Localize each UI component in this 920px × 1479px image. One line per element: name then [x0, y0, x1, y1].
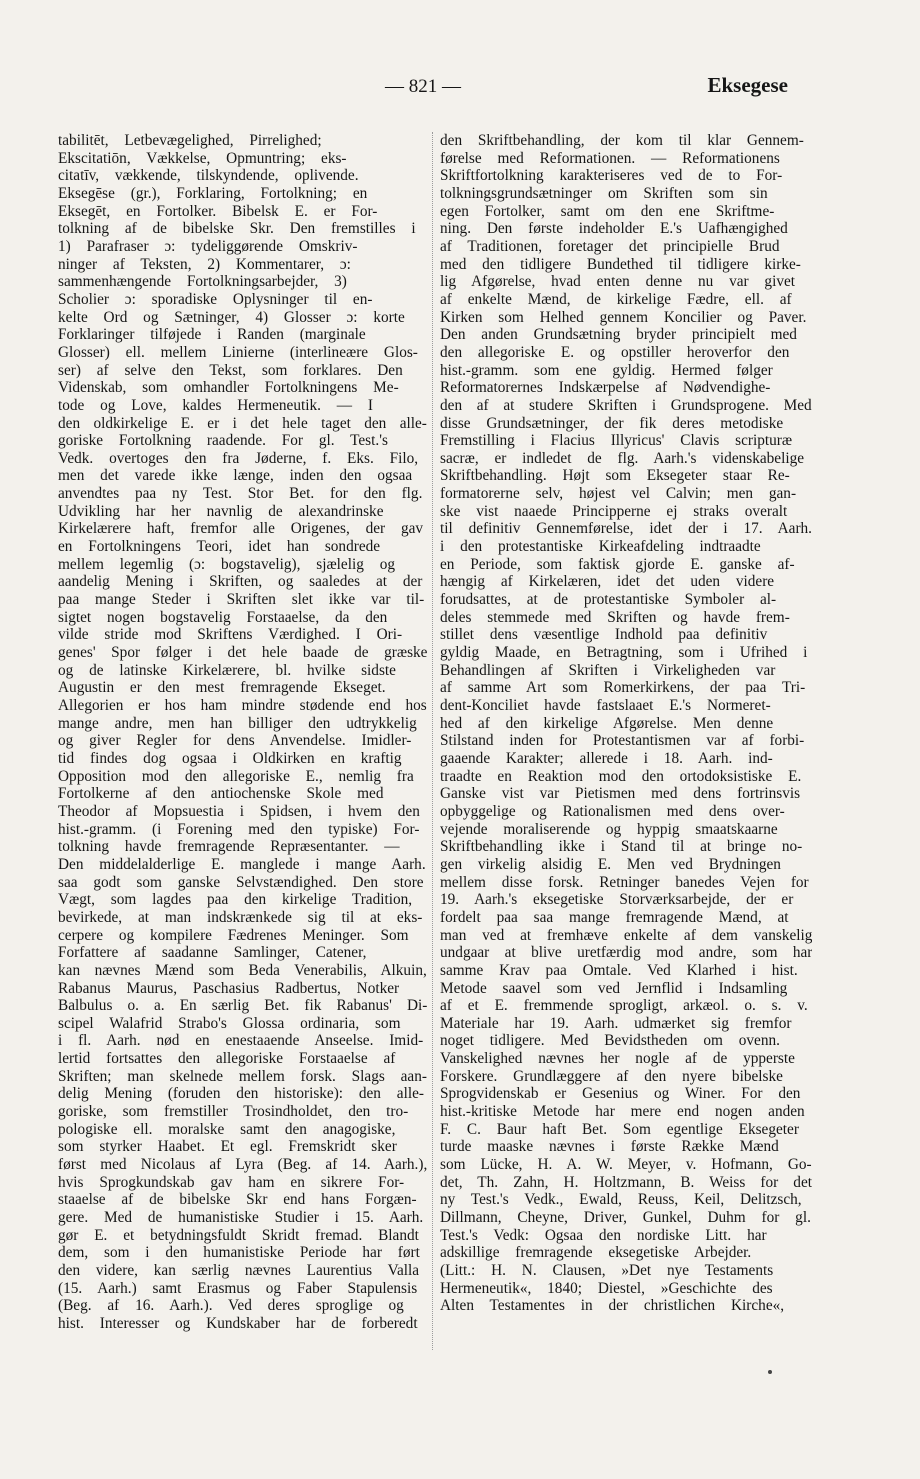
text-line: ny Test.'s Vedk., Ewald, Reuss, Keil, Delitzsch, — [440, 1191, 802, 1209]
text-line: kan nævnes Mænd som Beda Venerabilis, Alkuin, — [58, 961, 427, 979]
text-line: citatīv, vækkende, tilskyndende, oplivende. — [58, 167, 359, 185]
text-line: tode og Love, kaldes Hermeneutik. — I — [58, 396, 373, 414]
text-line: af et E. fremmende sprogligt, arkæol. o. s. v. — [440, 997, 808, 1015]
text-line: goriske, som fremstiller Trosindholdet, den tro- — [58, 1103, 409, 1121]
text-line: tolkning af de bibelske Skr. Den fremstilles i — [58, 220, 416, 238]
text-line: (Litt.: H. N. Clausen, »Det nye Testaments — [440, 1262, 774, 1279]
text-line: med den tidligere Bundethed til tidligere kirke- — [440, 255, 801, 273]
text-line: Rabanus Maurus, Paschasius Radbertus, Notker — [58, 979, 400, 997]
text-line: som Lücke, H. A. W. Meyer, v. Hofmann, Go- — [440, 1156, 812, 1174]
text-line: genes' Spor følger i det hele baade de græske — [58, 644, 427, 662]
text-line: saa godt som ganske Selvstændighed. Den store — [58, 873, 424, 891]
text-line: som styrker Haabet. Et egl. Fremskridt sker — [58, 1138, 397, 1156]
text-line: traadte en Reaktion mod den ortodoksistiske E. — [440, 767, 802, 785]
stray-ink-mark — [768, 1370, 772, 1374]
text-line: gaaende Karakter; allerede i 18. Aarh. ind- — [440, 749, 773, 767]
text-line: Metode saavel som ved Jernflid i Indsamling — [440, 979, 788, 997]
text-line: Allegorien er hos ham mindre stødende end hos — [58, 697, 427, 714]
text-line: Fortolkerne af den antiochenske Skole med — [58, 785, 384, 803]
text-line: til definitiv Gennemførelse, idet der i 17. Aarh. — [440, 520, 812, 538]
text-line: tolkningsgrundsætninger om Skriften som sin — [440, 184, 768, 202]
text-line: turde maaske nævnes i første Række Mænd — [440, 1138, 779, 1156]
page-header — [0, 72, 920, 112]
text-line: Ganske vist var Pietismen med dens fortrinsvis — [440, 785, 801, 803]
text-line: det, Th. Zahn, H. Holtzmann, B. Weiss for det — [440, 1173, 812, 1191]
text-line: hist.-kritiske Metode har mere end nogen anden — [440, 1103, 805, 1121]
text-line: den videre, kan særlig nævnes Laurentius Valla — [58, 1262, 420, 1279]
text-line: man ved at fremhæve enkelte af dem vanskelig — [440, 926, 812, 944]
text-line: Reformatorernes Indskærpelse af Nødvendighe- — [440, 379, 771, 397]
text-line: mellem disse forsk. Retninger banedes Vejen for — [440, 873, 809, 891]
text-line: Udvikling har her navnlig de alexandrinske — [58, 502, 384, 520]
text-line: Glosser) ell. mellem Linierne (interlineære Glos- — [58, 343, 418, 361]
text-line: Kirkelærere haft, fremfor alle Origenes, der gav — [58, 520, 424, 538]
text-line: førelse med Reformationen. — Reformationens — [440, 149, 780, 167]
text-line: forudsattes, at de protestantiske Symboler al- — [440, 591, 777, 609]
text-line: Sprogvidenskab er Gesenius og Winer. For den — [440, 1085, 801, 1103]
text-line: stillet dens væsentlige Indhold paa definitiv — [440, 626, 768, 644]
text-line: Vedk. overtoges den fra Jøderne, f. Eks. Filo, — [58, 449, 419, 467]
text-line: ske vist naaede Principperne ej straks overalt — [440, 502, 788, 520]
text-line: Vanskelighed nævnes her nogle af de ypperste — [440, 1050, 795, 1068]
text-line: disse Grundsætninger, der fik deres metodiske — [440, 414, 784, 432]
text-line: lertid fortsattes den allegoriske Forstaaelse af — [58, 1050, 396, 1068]
text-line: den af at studere Skriften i Grundsprogene. Med — [440, 396, 812, 414]
text-line: pologiske ell. moralske samt den anagogiske, — [58, 1120, 396, 1138]
text-line: hist.-gramm. som ene gyldig. Hermed følger — [440, 361, 773, 379]
text-line: adskillige fremragende eksegetiske Arbejder. — [440, 1244, 752, 1262]
text-line: Dillmann, Cheyne, Driver, Gunkel, Duhm for gl. — [440, 1209, 811, 1227]
text-line: tabilitēt, Letbevægelighed, Pirrelighed; — [58, 132, 322, 149]
text-line: en Fortolkningens Teori, idet han sondrede — [58, 538, 381, 556]
text-line: bevirkede, at man indskrænkede sig til at eks- — [58, 908, 423, 926]
text-line: ser) af selve den Tekst, som forklares. Den — [58, 361, 403, 379]
text-line: Alten Testamentes in der christlichen Kirche«, — [440, 1297, 785, 1315]
text-line: Skriftbehandling ikke i Stand til at bringe no- — [440, 838, 803, 856]
text-line: af enkelte Mænd, de kirkelige Fædre, ell. af — [440, 290, 792, 308]
text-line: den Skriftbehandling, der kom til klar Gennem- — [440, 132, 804, 149]
text-line: Vægt, som lagdes paa den kirkelige Tradition, — [58, 891, 413, 909]
text-line: Eksegēse (gr.), Forklaring, Fortolkning; en — [58, 184, 368, 202]
text-line: Forskere. Grundlæggere af den nyere bibelske — [440, 1067, 783, 1085]
text-line: ning. Den første indeholder E.'s Uafhængighed — [440, 220, 788, 238]
text-line: Skriften; man skelnede mellem forsk. Slags aan- — [58, 1067, 427, 1085]
text-line: delig Mening (foruden den historiske): den alle- — [58, 1085, 424, 1103]
running-head: Eksegese — [707, 73, 788, 97]
text-line: Videnskab, som omhandler Fortolkningens Me- — [58, 379, 399, 397]
text-line: Theodor af Mopsuestia i Spidsen, i hvem den — [58, 802, 420, 820]
text-line: fordelt paa saa mange fremragende Mænd, at — [440, 908, 789, 926]
column-divider — [432, 132, 433, 1350]
text-line: goriske Fortolkning raadende. For gl. Test.'s — [58, 432, 388, 450]
text-line: i den protestantiske Kirkeafdeling indtraadte — [440, 538, 761, 556]
text-line: opbyggelige og Rationalismen med dens over- — [440, 802, 785, 820]
text-line: gere. Med de humanistiske Studier i 15. Aarh. — [58, 1209, 424, 1227]
text-line: gør E. et betydningsfuldt Skridt fremad. Blandt — [58, 1226, 419, 1244]
text-line: (Beg. af 16. Aarh.). Ved deres sproglige og — [58, 1297, 404, 1315]
text-line: Eksegēt, en Fortolker. Bibelsk E. er For- — [58, 202, 378, 220]
text-line: Materiale har 19. Aarh. udmærket sig fremfor — [440, 1014, 792, 1032]
text-line: i fl. Aarh. nød en enestaaende Anseelse. Imid- — [58, 1032, 424, 1050]
text-line: F. C. Baur haft Bet. Som egentlige Eksegeter — [440, 1120, 799, 1138]
text-line: scipel Walafrid Strabo's Glossa ordinaria, som — [58, 1014, 401, 1032]
text-line: Hermeneutik«, 1840; Diestel, »Geschichte des — [440, 1279, 773, 1297]
text-line: anvendtes paa ny Test. Stor Bet. for den flg. — [58, 485, 423, 503]
text-line: Scholier ɔ: sporadiske Oplysninger til en- — [58, 290, 373, 308]
text-line: en Periode, som faktisk gjorde E. ganske af- — [440, 555, 795, 573]
text-line: hvis Sprogkundskab gav ham en sikrere For- — [58, 1173, 405, 1191]
text-line: først med Nicolaus af Lyra (Beg. af 14. Aarh.), — [58, 1156, 427, 1174]
text-line: aandelig Mening i Skriften, og saaledes at der — [58, 573, 423, 591]
text-line: hist. Interesser og Kundskaber har de forberedt — [58, 1314, 418, 1332]
text-line: og de latinske Kirkelærere, bl. hvilke sidste — [58, 661, 396, 679]
text-line: hist.-gramm. (i Forening med den typiske) For- — [58, 820, 420, 838]
text-line: Behandlingen af Skriften i Virkeligheden var — [440, 661, 776, 679]
text-line: Kirken som Helhed gennem Koncilier og Paver. — [440, 308, 807, 326]
text-line: den allegoriske E. og opstiller heroverfor den — [440, 343, 790, 361]
text-line: vejende moraliserende og hyppig smaatskaarne — [440, 820, 778, 838]
text-line: Augustin er den mest fremragende Ekseget. — [58, 679, 386, 697]
text-line: Skriftfortolkning karakteriseres ved de to For- — [440, 167, 783, 185]
text-line: lig Afgørelse, hvad enten denne nu var givet — [440, 273, 796, 291]
text-line: Balbulus o. a. En særlig Bet. fik Rabanus' Di- — [58, 997, 427, 1015]
text-line: hed af den kirkelige Afgørelse. Men denne — [440, 714, 774, 732]
text-line: den oldkirkelige E. er i det hele taget den alle- — [58, 414, 427, 432]
text-line: Opposition mod den allegoriske E., nemlig fra — [58, 767, 414, 785]
text-line: deles stemmede med Skriften og havde frem- — [440, 608, 790, 626]
text-line: Skriftbehandling. Højt som Eksegeter staar Re- — [440, 467, 790, 485]
text-line: undgaar at blive uretfærdig mod andre, som har — [440, 944, 812, 962]
left-column — [58, 132, 427, 1333]
text-line: Den middelalderlige E. manglede i mange Aarh. — [58, 855, 426, 873]
text-line: formatorerne selv, højest vel Calvin; men gan- — [440, 485, 797, 503]
text-line: og giver Regler for dens Anvendelse. Imidler- — [58, 732, 412, 750]
text-line: vilde stride mod Skriftens Værdighed. I Ori- — [58, 626, 403, 644]
text-line: Ekscitatiōn, Vækkelse, Opmuntring; eks- — [58, 149, 347, 167]
text-line: Den anden Grundsætning bryder principielt med — [440, 326, 797, 344]
text-line: Stilstand inden for Protestantismen var af forbi- — [440, 732, 805, 750]
text-line: kelte Ord og Sætninger, 4) Glosser ɔ: korte — [58, 308, 405, 326]
text-line: sacræ, er indledet de flg. Aarh.'s videnskabelige — [440, 449, 805, 467]
right-column — [440, 132, 812, 1315]
text-line: dem, som i den humanistiske Periode har ført — [58, 1244, 420, 1262]
text-line: samme Krav paa Omtale. Ved Klarhed i hist. — [440, 961, 798, 979]
text-line: staaelse af de bibelske Skr end hans Forgæn- — [58, 1191, 417, 1209]
text-line: gyldig Maade, en Betragtning, som i Ufrihed i — [440, 644, 808, 662]
text-line: tolkning havde fremragende Repræsentanter. — — [58, 838, 400, 856]
text-line: (15. Aarh.) samt Erasmus og Faber Stapulensis — [58, 1279, 418, 1297]
text-line: mellem legemlig (ɔ: bogstavelig), sjælelig og — [58, 555, 395, 573]
text-line: paa mange Steder i Skriften slet ikke var til- — [58, 591, 425, 609]
text-line: cerpere og kompilere Fædrenes Meninger. Som — [58, 926, 409, 944]
text-line: 1) Parafraser ɔ: tydeliggørende Omskriv- — [58, 237, 358, 255]
text-line: dent-Konciliet havde fastslaaet E.'s Normeret- — [440, 697, 771, 714]
text-line: Forklaringer tilføjede i Randen (marginale — [58, 326, 366, 344]
text-line: Test.'s Vedk: Ogsaa den nordiske Litt. har — [440, 1226, 767, 1244]
page-number: — 821 — — [385, 76, 461, 97]
text-line: tid findes dog ogsaa i Oldkirken en kraftig — [58, 749, 402, 767]
text-line: af samme Art som Romerkirkens, der paa Tri- — [440, 679, 806, 697]
text-line: af Traditionen, foretager det principielle Brud — [440, 237, 780, 255]
text-line: mange andre, men han billiger den udtrykkelig — [58, 714, 417, 732]
text-line: Fremstilling i Flacius Illyricus' Clavis scripturæ — [440, 432, 793, 450]
text-line: ninger af Teksten, 2) Kommentarer, ɔ: — [58, 255, 351, 273]
text-line: hængig af Kirkelæren, idet det uden videre — [440, 573, 775, 591]
text-line: Forfattere af saadanne Samlinger, Catener, — [58, 944, 367, 962]
text-line: men det varede ikke længe, inden den ogsaa — [58, 467, 413, 485]
text-line: sigtet nogen bogstavelig Forstaaelse, da den — [58, 608, 388, 626]
text-line: 19. Aarh.'s eksegetiske Storværksarbejde, der er — [440, 891, 794, 909]
text-line: noget tidligere. Med Bevidstheden om ovenn. — [440, 1032, 780, 1050]
text-line: gen virkelig alsidig E. Men ved Brydningen — [440, 855, 781, 873]
text-line: sammenhængende Fortolkningsarbejder, 3) — [58, 273, 347, 291]
text-line: egen Fortolker, samt om den ene Skriftme- — [440, 202, 775, 220]
